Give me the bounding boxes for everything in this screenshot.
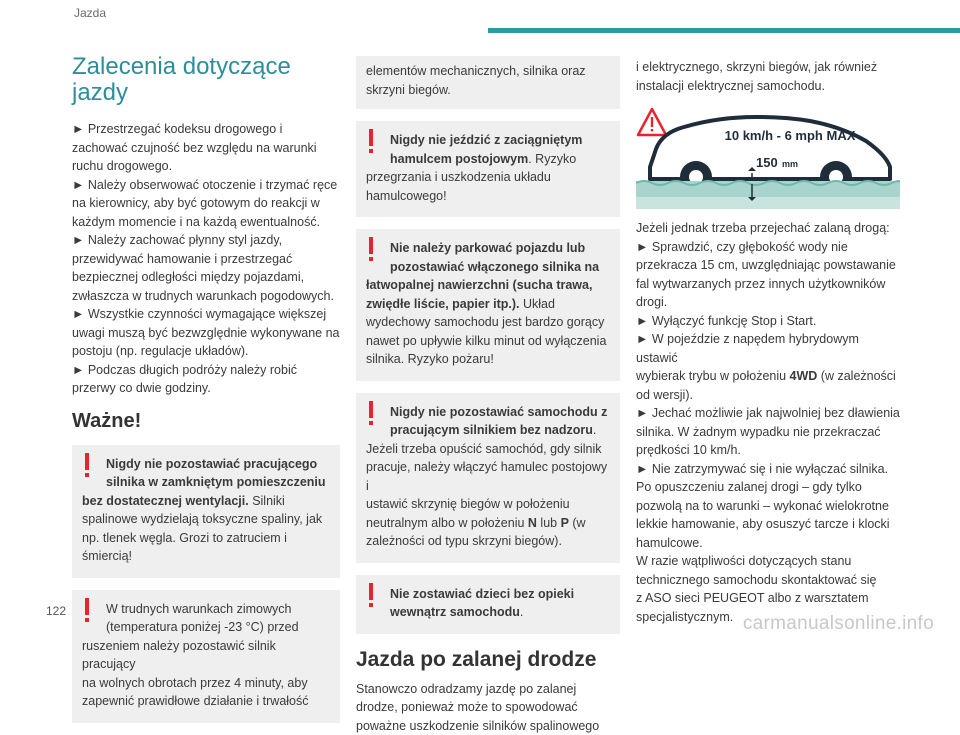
bullet-line: ► Należy zachować płynny styl jazdy, <box>72 231 340 250</box>
warning-text: zapewnić prawidłowe działanie i trwałość <box>82 692 330 711</box>
warning-text: neutralnym albo w położeniu N lub P (w <box>366 514 610 533</box>
paragraph-line: ► W pojeździe z napędem hybrydowym ustawić <box>636 330 902 367</box>
paragraph-line: Po opuszczeniu zalanej drogi – gdy tylko <box>636 478 902 497</box>
warning-exclamation-icon <box>82 598 92 624</box>
warning-box-ventilation <box>72 445 340 578</box>
paragraph-line: i elektrycznego, skrzyni biegów, jak również <box>636 58 902 77</box>
bullet-line: zwłaszcza w trudnych warunkach pogodowych. <box>72 287 340 306</box>
warning-text: skrzyni biegów. <box>366 81 610 100</box>
bullet-line: bezpiecznej odległości między pojazdami, <box>72 268 340 287</box>
warning-text: zależności od typu skrzyni biegów). <box>366 532 610 551</box>
warning-text: hamulcowego! <box>366 187 610 206</box>
paragraph-line: technicznego samochodu skontaktować się <box>636 571 902 590</box>
warning-box-winter <box>72 590 340 723</box>
warning-exclamation-icon <box>366 583 376 609</box>
bullet-line: ► Wszystkie czynności wymagające większej <box>72 305 340 324</box>
warning-text: Nie należy parkować pojazdu lub <box>366 239 610 258</box>
warning-box-flammable-surface <box>356 229 620 381</box>
warning-exclamation-icon <box>366 129 376 155</box>
warning-exclamation-icon <box>366 401 376 427</box>
warning-box-unattended-engine <box>356 393 620 563</box>
warning-text: elementów mechanicznych, silnika oraz <box>366 62 610 81</box>
warning-text: spalinowe wydzielają toksyczne spaliny, jak <box>82 510 330 529</box>
column-2 <box>356 56 620 735</box>
warning-text: wewnątrz samochodu. <box>366 603 610 622</box>
warning-text: pracującym silnikiem bez nadzoru. <box>366 421 610 440</box>
speed-limit-label: 10 km/h - 6 mph MAX <box>725 128 856 143</box>
paragraph-line: z ASO sieci PEUGEOT albo z warsztatem <box>636 589 902 608</box>
depth-unit-label: mm <box>782 159 798 169</box>
flood-instructions-continued <box>636 386 902 627</box>
warning-text: bez dostatecznej wentylacji. Silniki <box>82 492 330 511</box>
flood-instructions <box>636 219 902 367</box>
paragraph-line: instalacji elektrycznej samochodu. <box>636 77 902 96</box>
warning-text: ruszeniem należy pozostawić silnik pracujący <box>82 637 330 674</box>
paragraph-line: Stanowczo odradzamy jazdę po zalanej <box>356 680 620 699</box>
warning-text: ustawić skrzynię biegów w położeniu <box>366 495 610 514</box>
paragraph-line: poważne uszkodzenie silników spalinowego <box>356 717 620 735</box>
warning-text: Nigdy nie jeździć z zaciągniętym <box>366 131 610 150</box>
paragraph-line: pozwolą na to warunki – wykonać wielokrotne <box>636 497 902 516</box>
paragraph-line: ► Sprawdzić, czy głębokość wody nie <box>636 238 902 257</box>
paragraph-line: silnika. W żadnym wypadku nie przekraczać <box>636 423 902 442</box>
warning-exclamation-icon <box>366 237 376 263</box>
warning-text: na wolnych obrotach przez 4 minuty, aby <box>82 674 330 693</box>
warning-text: nawet po upływie kilku minut od wyłączenia <box>366 332 610 351</box>
paragraph-line: drodze, ponieważ może to spowodować <box>356 698 620 717</box>
bullet-line: ► Przestrzegać kodeksu drogowego i <box>72 120 340 139</box>
bullet-line: na kierownicy, aby być gotowym do reakcji w <box>72 194 340 213</box>
bullet-line: postoju (np. regulacje układów). <box>72 342 340 361</box>
warning-text: W trudnych warunkach zimowych <box>82 600 330 619</box>
warning-text: pozostawiać włączonego silnika na <box>366 258 610 277</box>
paragraph-line: drogi. <box>636 293 902 312</box>
column-3 <box>636 58 902 626</box>
flooded-road-illustration <box>636 105 900 209</box>
flooded-road-heading: Jazda po zalanej drodze <box>356 648 620 672</box>
warning-box-parking-brake <box>356 121 620 217</box>
bullet-line: przewidywać hamowanie i przestrzegać <box>72 250 340 269</box>
bullet-line: każdym momencie i na każdą ewentualność. <box>72 213 340 232</box>
paragraph-line: ► Wyłączyć funkcję Stop i Start. <box>636 312 902 331</box>
paragraph-line: przekracza 15 cm, uwzględniając powstawanie <box>636 256 902 275</box>
warning-text: zwiędłe liście, papier itp.). Układ <box>366 295 610 314</box>
paragraph-line: ► Nie zatrzymywać się i nie wyłączać silnika. <box>636 460 902 479</box>
warning-text: hamulcem postojowym. Ryzyko <box>366 150 610 169</box>
section-title: Zalecenia dotyczące jazdy <box>72 54 302 106</box>
column-1 <box>72 54 340 723</box>
paragraph-line: wybierak trybu w położeniu 4WD (w zależności <box>636 367 902 386</box>
paragraph-line: specjalistycznym. <box>636 608 902 627</box>
warning-text: silnika w zamkniętym pomieszczeniu <box>82 473 330 492</box>
warning-text: przegrzania i uszkodzenia układu <box>366 168 610 187</box>
depth-value-label: 150 <box>756 155 778 170</box>
paragraph-line: Jeżeli jednak trzeba przejechać zalaną drogą: <box>636 219 902 238</box>
bullet-line: ruchu drogowego. <box>72 157 340 176</box>
watermark: carmanualsonline.info <box>743 613 934 635</box>
warning-text: (temperatura poniżej -23 °C) przed <box>82 618 330 637</box>
header-accent-bar <box>488 28 960 33</box>
warning-text: Nie zostawiać dzieci bez opieki <box>366 585 610 604</box>
warning-text: Nigdy nie pozostawiać pracującego <box>82 455 330 474</box>
warning-text: łatwopalnej nawierzchni (sucha trawa, <box>366 276 610 295</box>
warning-text: pracuje, należy włączyć hamulec postojowy i <box>366 458 610 495</box>
warning-text: Jeżeli trzeba opuścić samochód, gdy silnik <box>366 440 610 459</box>
paragraph-line: od wersji). <box>636 386 902 405</box>
bullet-line: uwagi muszą być bezwzględnie wykonywane na <box>72 324 340 343</box>
bullet-line: ► Podczas długich podróży należy robić <box>72 361 340 380</box>
important-heading: Ważne! <box>72 410 340 433</box>
warning-text: śmiercią! <box>82 547 330 566</box>
header-section-label: Jazda <box>74 6 106 20</box>
warning-box-children <box>356 575 620 634</box>
bullet-line: zachować czujność bez względu na warunki <box>72 139 340 158</box>
paragraph-line: hamulcowe. <box>636 534 902 553</box>
warning-text: silnika. Ryzyko pożaru! <box>366 350 610 369</box>
warning-text: Nigdy nie pozostawiać samochodu z <box>366 403 610 422</box>
driving-tips-list <box>72 120 340 398</box>
paragraph-line: prędkości 10 km/h. <box>636 441 902 460</box>
paragraph-line: W razie wątpliwości dotyczących stanu <box>636 552 902 571</box>
bullet-line: ► Należy obserwować otoczenie i trzymać ręce <box>72 176 340 195</box>
bullet-line: przerwy co dwie godziny. <box>72 379 340 398</box>
warning-box-continuation <box>356 56 620 109</box>
warning-exclamation-icon <box>82 453 92 479</box>
paragraph-line: lekkie hamowanie, aby osuszyć tarcze i klocki <box>636 515 902 534</box>
paragraph-line: fal wytwarzanych przez innych użytkowników <box>636 275 902 294</box>
page-number: 122 <box>46 604 66 618</box>
paragraph-line: ► Jechać możliwie jak najwolniej bez dławienia <box>636 404 902 423</box>
warning-text: wydechowy samochodu jest bardzo gorący <box>366 313 610 332</box>
warning-text: np. tlenek węgla. Grozi to zatruciem i <box>82 529 330 548</box>
